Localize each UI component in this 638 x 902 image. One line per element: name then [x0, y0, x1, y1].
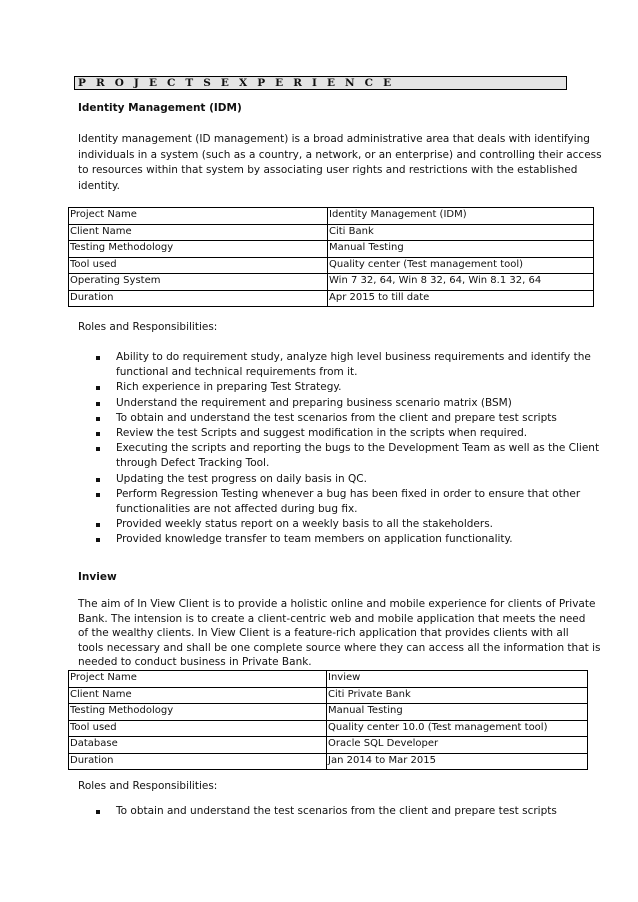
project-title: Identity Management (IDM)	[78, 102, 242, 114]
list-item-text: Perform Regression Testing whenever a bug has been fixed in order to ensure that other	[116, 487, 581, 500]
roles-label: Roles and Responsibilities:	[78, 321, 218, 333]
table-row	[69, 257, 594, 274]
table-row	[69, 687, 588, 704]
list-item	[96, 804, 568, 819]
project-description	[78, 132, 602, 194]
row-label: Tool used	[69, 720, 327, 737]
bullet-icon	[96, 417, 100, 421]
row-value: Jan 2014 to Mar 2015	[327, 753, 588, 770]
table-row	[69, 274, 594, 291]
list-item	[96, 396, 568, 411]
list-item-text: through Defect Tracking Tool.	[116, 457, 270, 470]
list-item	[96, 472, 568, 487]
bullet-icon	[96, 447, 100, 451]
bullet-icon	[96, 523, 100, 527]
table-row	[69, 224, 594, 241]
list-item	[96, 350, 591, 380]
table-row	[69, 737, 588, 754]
row-label: Client Name	[69, 687, 327, 704]
row-value: Oracle SQL Developer	[327, 737, 588, 754]
list-item-text: Review the test Scripts and suggest modification in the scripts when required.	[116, 427, 528, 440]
roles-label: Roles and Responsibilities:	[78, 780, 218, 792]
bullet-icon	[96, 538, 100, 542]
row-value: Inview	[327, 671, 588, 688]
list-item	[96, 532, 568, 547]
list-item-text: Provided weekly status report on a weekly basis to all the stakeholders.	[116, 518, 494, 531]
row-label: Operating System	[69, 274, 328, 291]
description-line: to resources within that system by associating user rights and restrictions with the established	[78, 164, 578, 176]
row-value: Manual Testing	[328, 241, 594, 258]
row-label: Duration	[69, 753, 327, 770]
description-line: identity.	[78, 179, 120, 192]
row-label: Tool used	[69, 257, 328, 274]
description-line: tools necessary and shall be one complete source where they can access all the information that is	[78, 641, 601, 654]
row-label: Project Name	[69, 671, 327, 688]
list-item-text: Updating the test progress on daily basis in QC.	[116, 472, 367, 485]
bullet-icon	[96, 402, 100, 406]
table-row	[69, 290, 594, 307]
list-item-text: functionalities are not affected during bug fix.	[116, 503, 358, 516]
list-item	[96, 380, 568, 395]
list-item-text: Understand the requirement and preparing business scenario matrix (BSM)	[116, 396, 512, 409]
responsibilities-list	[96, 350, 600, 548]
row-label: Duration	[69, 290, 328, 307]
row-label: Testing Methodology	[69, 704, 327, 721]
bullet-icon	[96, 386, 100, 390]
bullet-icon	[96, 810, 100, 814]
project-title: Inview	[78, 571, 117, 583]
project-description	[78, 597, 601, 670]
row-label: Client Name	[69, 224, 328, 241]
section-header-projects-experience: P R O J E C T S E X P E R I E N C E	[74, 76, 567, 90]
list-item	[96, 426, 568, 441]
list-item	[96, 517, 568, 532]
list-item-text: Executing the scripts and reporting the bugs to the Development Team as well as the Client	[116, 442, 600, 455]
bullet-icon	[96, 432, 100, 436]
list-item	[96, 411, 568, 426]
project-details-table	[68, 670, 588, 770]
row-label: Project Name	[69, 208, 328, 225]
row-value: Citi Private Bank	[327, 687, 588, 704]
responsibilities-list	[96, 804, 568, 819]
bullet-icon	[96, 493, 100, 497]
list-item-text: To obtain and understand the test scenarios from the client and prepare test scripts	[116, 805, 557, 817]
description-line: The aim of In View Client is to provide a holistic online and mobile experience for clients of Private	[78, 598, 596, 610]
row-value: Manual Testing	[327, 704, 588, 721]
description-line: Identity management (ID management) is a broad administrative area that deals with identifying	[78, 133, 590, 145]
list-item-text: functional and technical requirements from it.	[116, 366, 358, 379]
list-item	[96, 487, 581, 517]
list-item-text: Rich experience in preparing Test Strategy.	[116, 381, 342, 394]
list-item	[96, 441, 600, 471]
row-value: Apr 2015 to till date	[328, 290, 594, 307]
list-item-text: Ability to do requirement study, analyze high level business requirements and identify the	[116, 351, 591, 363]
description-line: individuals in a system (such as a country, a network, or an enterprise) and controlling their access	[78, 148, 602, 161]
row-label: Database	[69, 737, 327, 754]
description-line: Bank. The intension is to create a client-centric web and mobile application that meets the need	[78, 612, 586, 625]
description-line: needed to conduct business in Private Bank.	[78, 656, 312, 669]
project-details-table	[68, 207, 594, 307]
list-item-text: To obtain and understand the test scenarios from the client and prepare test scripts	[116, 411, 557, 424]
table-row	[69, 704, 588, 721]
table-row	[69, 241, 594, 258]
table-row	[69, 208, 594, 225]
row-value: Quality center 10.0 (Test management tool)	[327, 720, 588, 737]
list-item-text: Provided knowledge transfer to team members on application functionality.	[116, 533, 513, 546]
row-value: Identity Management (IDM)	[328, 208, 594, 225]
row-value: Quality center (Test management tool)	[328, 257, 594, 274]
description-line: of the wealthy clients. In View Client is a feature-rich application that provides clients with all	[78, 627, 569, 640]
table-row	[69, 671, 588, 688]
table-row	[69, 753, 588, 770]
row-label: Testing Methodology	[69, 241, 328, 258]
row-value: Citi Bank	[328, 224, 594, 241]
row-value: Win 7 32, 64, Win 8 32, 64, Win 8.1 32, 64	[328, 274, 594, 291]
table-row	[69, 720, 588, 737]
bullet-icon	[96, 356, 100, 360]
bullet-icon	[96, 478, 100, 482]
